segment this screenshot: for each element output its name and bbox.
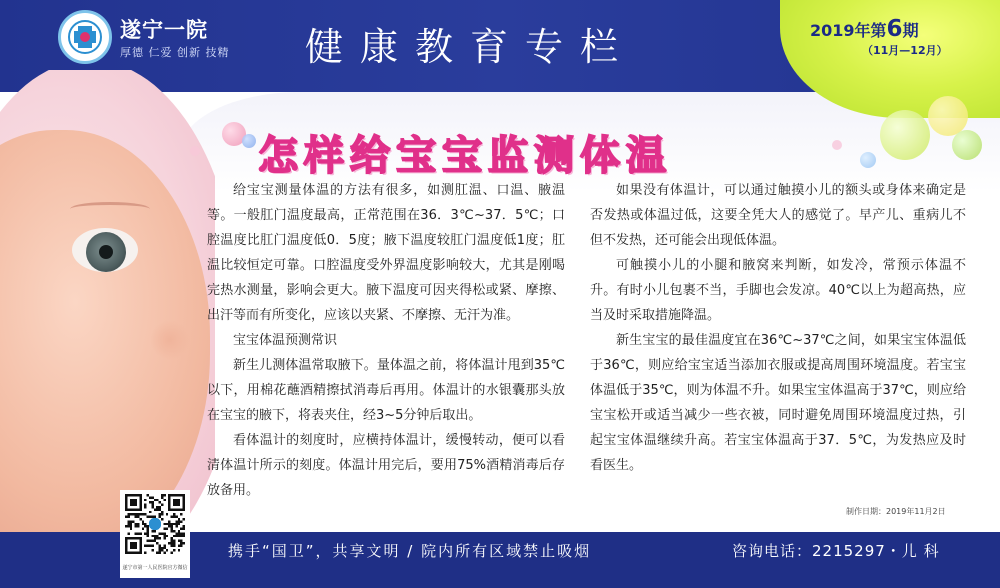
article-title: 怎样给宝宝监测体温 [258,132,672,179]
hospital-logo-icon [58,10,112,64]
qr-code-icon [125,494,185,554]
paragraph: 给宝宝测量体温的方法有很多，如测肛温、口温、腋温等。一般肛门温度最高，正常范围在36．3℃~37．5℃；口腔温度比肛门温度低0．5度；腋下温度较肛门温度低1度；肛温比较恒定可靠。口腔温度受外界温度影响较大，尤其是刚喝完热水测量，影响会更大。腋下温度可因夹得松或紧、摩擦、出汗等而有所变化，应该以夹紧、不摩擦、无汗为准。 [207,183,565,323]
qr-code-panel [120,490,190,578]
baby-nose [150,320,190,360]
column-title: 健康教育专栏 [305,25,636,69]
hospital-name: 遂宁一院 [120,18,208,42]
print-date: 制作日期：2019年11月2日 [846,507,946,516]
baby-eye [72,228,138,272]
article-right-column [590,178,966,478]
decor-bubble-icon [952,130,982,160]
decor-bubble-icon [242,134,256,148]
paragraph: 看体温计的刻度时，应横持体温计，缓慢转动，便可以看清体温计所示的刻度。体温计用完后，要用75%酒精消毒后存放备用。 [207,433,565,498]
article-left-column [207,178,565,503]
paragraph: 可触摸小儿的小腿和腋窝来判断，如发冷，常预示体温不升。有时小儿包裹不当，手脚也会发凉。40℃以上为超高热，应当及时采取措施降温。 [590,258,966,323]
decor-bubble-icon [832,140,842,150]
footer-slogan: 携手“国卫”，共享文明 / 院内所有区域禁止吸烟 [228,542,592,560]
baby-eyebrow [70,202,150,216]
paragraph: 如果没有体温计，可以通过触摸小儿的额头或身体来确定是否发热或体温过低，这要全凭大人的感觉了。早产儿、重病儿不但不发热，还可能会出现低体温。 [590,183,966,248]
decor-bubble-icon [880,110,930,160]
issue-suffix: 期 [902,21,919,40]
paragraph: 新生儿测体温常取腋下。量体温之前，将体温计甩到35℃以下，用棉花蘸酒精擦拭消毒后再用。体温计的水银囊那头放在宝宝的腋下，将表夹住，经3~5分钟后取出。 [207,358,565,423]
issue-prefix: 2019年第 [810,21,887,40]
hospital-motto: 厚德 仁爱 创新 技精 [120,46,230,59]
decor-bubble-icon [190,146,200,156]
section-heading: 宝宝体温预测常识 [233,333,338,348]
issue-number: 6 [886,16,903,42]
baby-photo [0,70,215,532]
footer-phone: 咨询电话：2215297・儿 科 [732,542,940,560]
decor-bubble-icon [860,152,876,168]
issue-number-line [810,16,919,42]
paragraph: 新生宝宝的最佳温度宜在36℃~37℃之间，如果宝宝体温低于36℃，则应给宝宝适当添加衣服或提高周围环境温度。若宝宝体温低于35℃，则为体温不升。如果宝宝体温高于37℃，则应给宝宝松开或适当减少一些衣被，同时避免周围环境温度过热，引起宝宝体温继续升高。若宝宝体温高于37．5℃，为发热应及时看医生。 [590,333,966,473]
qr-caption: 遂宁市第一人民医院官方微信 [122,565,188,571]
issue-months: （11月—12月） [862,44,948,57]
